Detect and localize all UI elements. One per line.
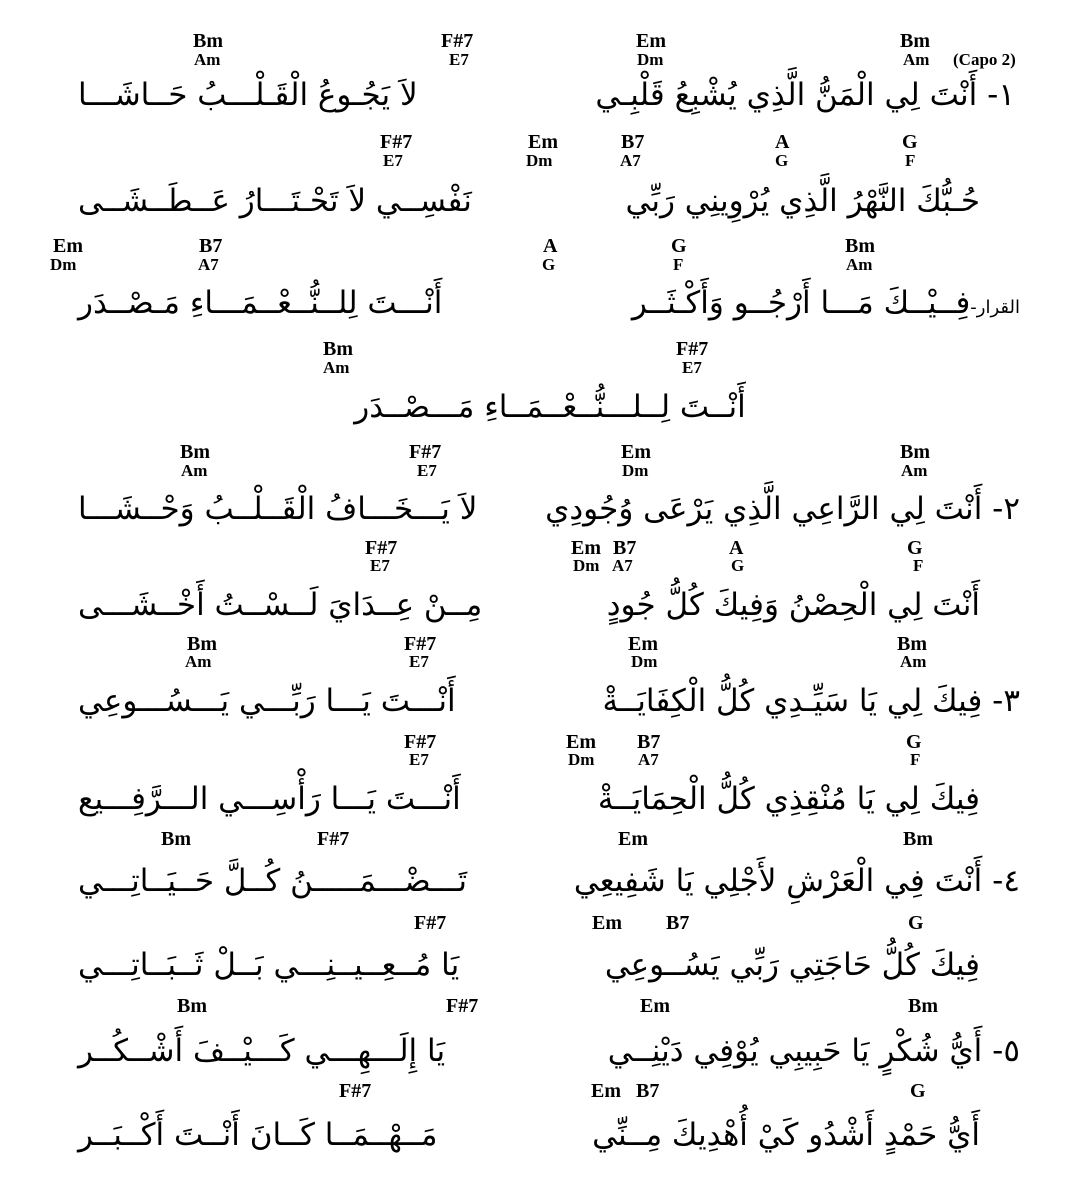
chord: Em <box>621 441 651 463</box>
chord-alt: F <box>673 255 684 274</box>
chorus-lyric-right <box>580 285 1020 321</box>
chord: Em <box>571 537 601 559</box>
chord: G <box>902 131 918 153</box>
chord-alt: A7 <box>198 255 219 274</box>
chord: F#7 <box>404 731 437 753</box>
chord: Em <box>628 633 658 655</box>
lyric-right: حُـبُّكَ النَّهْرُ الَّذِي يُرْوِينِي رَبِّي <box>625 183 980 219</box>
chord-alt: G <box>731 556 745 575</box>
chord: Em <box>566 731 596 753</box>
lyric-left: لاَ يَـــخَـــافُ الْقَــلْــبُ وَحْــشَـــا <box>78 491 478 527</box>
chord: F#7 <box>339 1080 372 1102</box>
chord: F#7 <box>414 912 447 934</box>
lyric-left: يَا مُــعِــيــنِـــي بَــلْ ثَــبَــاتِـــي <box>78 947 460 983</box>
lyric-right: ١- أَنْتَ لِي الْمَنُّ الَّذِي يُشْبِعُ قَلْبِـي <box>595 77 1015 113</box>
chord: Bm <box>180 441 210 463</box>
chord-alt: E7 <box>682 358 702 377</box>
chord: Bm <box>193 30 223 52</box>
lyric-left: أَنْـــتَ يَـــا رَبِّـــي يَـــسُـــوعِي <box>78 683 456 719</box>
chord-alt: E7 <box>409 750 429 769</box>
lyric-right: ٣- فِيكَ لِي يَا سَيِّـدِي كُلُّ الْكِفَايَــةْ <box>602 683 1020 719</box>
chord-alt: Dm <box>568 750 595 769</box>
chord: Bm <box>187 633 217 655</box>
lyric-right: أَيُّ حَمْدٍ أَشْدُو كَيْ أُهْدِيكَ مِــنِّي <box>592 1117 980 1153</box>
chord: Bm <box>897 633 927 655</box>
chord: F#7 <box>380 131 413 153</box>
chord-alt: E7 <box>417 461 437 480</box>
chord-alt: Dm <box>50 255 77 274</box>
chord-alt: F <box>905 151 916 170</box>
chord-alt: Am <box>901 461 928 480</box>
chord-alt: Dm <box>622 461 649 480</box>
lyric-right: فِيكَ لِي يَا مُنْقِذِي كُلُّ الْحِمَايَــةْ <box>597 781 980 817</box>
chord-alt: Dm <box>573 556 600 575</box>
lyric-left: مَــهْــمَــا كَــانَ أَنْــتَ أَكْــبَــر <box>78 1117 438 1153</box>
chorus-label: القرار- <box>970 297 1020 318</box>
chorus-text: فِــيْــكَ مَـــا أَرْجُــو وَأَكْـثَــر <box>631 285 971 321</box>
chord: A <box>775 131 790 153</box>
chord-alt: A7 <box>620 151 641 170</box>
chord-alt: A7 <box>638 750 659 769</box>
chord-alt: G <box>542 255 556 274</box>
chord: B7 <box>636 1080 660 1102</box>
chord: F#7 <box>409 441 442 463</box>
chord: Bm <box>900 441 930 463</box>
chord: G <box>908 912 924 934</box>
chord: F#7 <box>676 338 709 360</box>
chord: Bm <box>845 235 875 257</box>
chord: Bm <box>161 828 191 850</box>
lyric-right: ٥- أَيُّ شُكْرٍ يَا حَبِيبِي يُوْفِي دَيْنِــي <box>607 1033 1020 1069</box>
chord: G <box>910 1080 926 1102</box>
chord-alt: Am <box>323 358 350 377</box>
chord: B7 <box>621 131 645 153</box>
chord-alt: Dm <box>526 151 553 170</box>
lyric-left: نَفْسِــي لاَ تَحْـتَـــارُ عَــطَــشَــى <box>78 183 472 219</box>
chord-alt: F <box>910 750 921 769</box>
chord: Bm <box>177 995 207 1017</box>
chord: G <box>907 537 923 559</box>
chord-alt: Am <box>846 255 873 274</box>
capo-note: (Capo 2) <box>953 50 1016 69</box>
lyric-left: أَنْـــتَ يَـــا رَأْسِـــي الـــرَّفِـــيع <box>78 781 461 817</box>
chord: Em <box>591 1080 621 1102</box>
lyric-left: يَا إِلَـــهِـــي كَـــيْــفَ أَشْــكُــر <box>78 1033 446 1069</box>
chord: Em <box>640 995 670 1017</box>
chord: Em <box>636 30 666 52</box>
chord-alt: Am <box>900 652 927 671</box>
chord: Em <box>53 235 83 257</box>
lyric-right: ٢- أَنْتَ لِي الرَّاعِي الَّذِي يَرْعَى وُجُودِي <box>545 491 1020 527</box>
lyric-right: أَنْتَ لِي الْحِصْنُ وَفِيكَ كُلُّ جُودٍ <box>606 587 980 623</box>
lyric-left: أَنْـــتَ لِلــنُّــعْــمَـــاءِ مَـصْــدَر <box>78 285 443 321</box>
chord: Em <box>618 828 648 850</box>
chord: Bm <box>323 338 353 360</box>
chord: B7 <box>613 537 637 559</box>
chord: A <box>543 235 558 257</box>
chord-alt: Am <box>903 50 930 69</box>
chord-alt: E7 <box>449 50 469 69</box>
chord: F#7 <box>404 633 437 655</box>
chord-alt: G <box>775 151 789 170</box>
chord-alt: Am <box>185 652 212 671</box>
chord: Em <box>528 131 558 153</box>
chord: B7 <box>199 235 223 257</box>
chord-alt: E7 <box>409 652 429 671</box>
lyric-right: فِيكَ كُلُّ حَاجَتِي رَبِّي يَسُــوعِي <box>604 947 980 983</box>
chord: Bm <box>900 30 930 52</box>
chord: A <box>729 537 744 559</box>
chord: G <box>671 235 687 257</box>
lyric-left: لاَ يَجُـوعُ الْقَـلْـــبُ حَــاشَـــا <box>78 77 418 113</box>
chord-alt: E7 <box>370 556 390 575</box>
chord: Bm <box>908 995 938 1017</box>
chord-alt: A7 <box>612 556 633 575</box>
chord-alt: F <box>913 556 924 575</box>
lyric-center: أَنْــتَ لِــلـــنُّــعْــمَــاءِ مَـــصْــدَر <box>354 389 746 425</box>
chord-alt: E7 <box>383 151 403 170</box>
chord-alt: Dm <box>631 652 658 671</box>
chord: B7 <box>637 731 661 753</box>
chord: F#7 <box>446 995 479 1017</box>
chord-alt: Am <box>181 461 208 480</box>
lyric-left: تَـــضْـــمَـــــنُ كُــلَّ حَــيَــاتِـــي <box>78 863 468 899</box>
chord: F#7 <box>441 30 474 52</box>
lyric-left: مِــنْ عِــدَايَ لَــسْــتُ أَخْــشَـــى <box>78 587 483 623</box>
chord: G <box>906 731 922 753</box>
chord: F#7 <box>365 537 398 559</box>
chord: B7 <box>666 912 690 934</box>
chord: Em <box>592 912 622 934</box>
lyric-right: ٤- أَنْتَ فِي الْعَرْشِ لأَجْلِي يَا شَفِيعِي <box>573 863 1020 899</box>
chord-alt: Dm <box>637 50 664 69</box>
chord-alt: Am <box>194 50 221 69</box>
chord: Bm <box>903 828 933 850</box>
chord: F#7 <box>317 828 350 850</box>
